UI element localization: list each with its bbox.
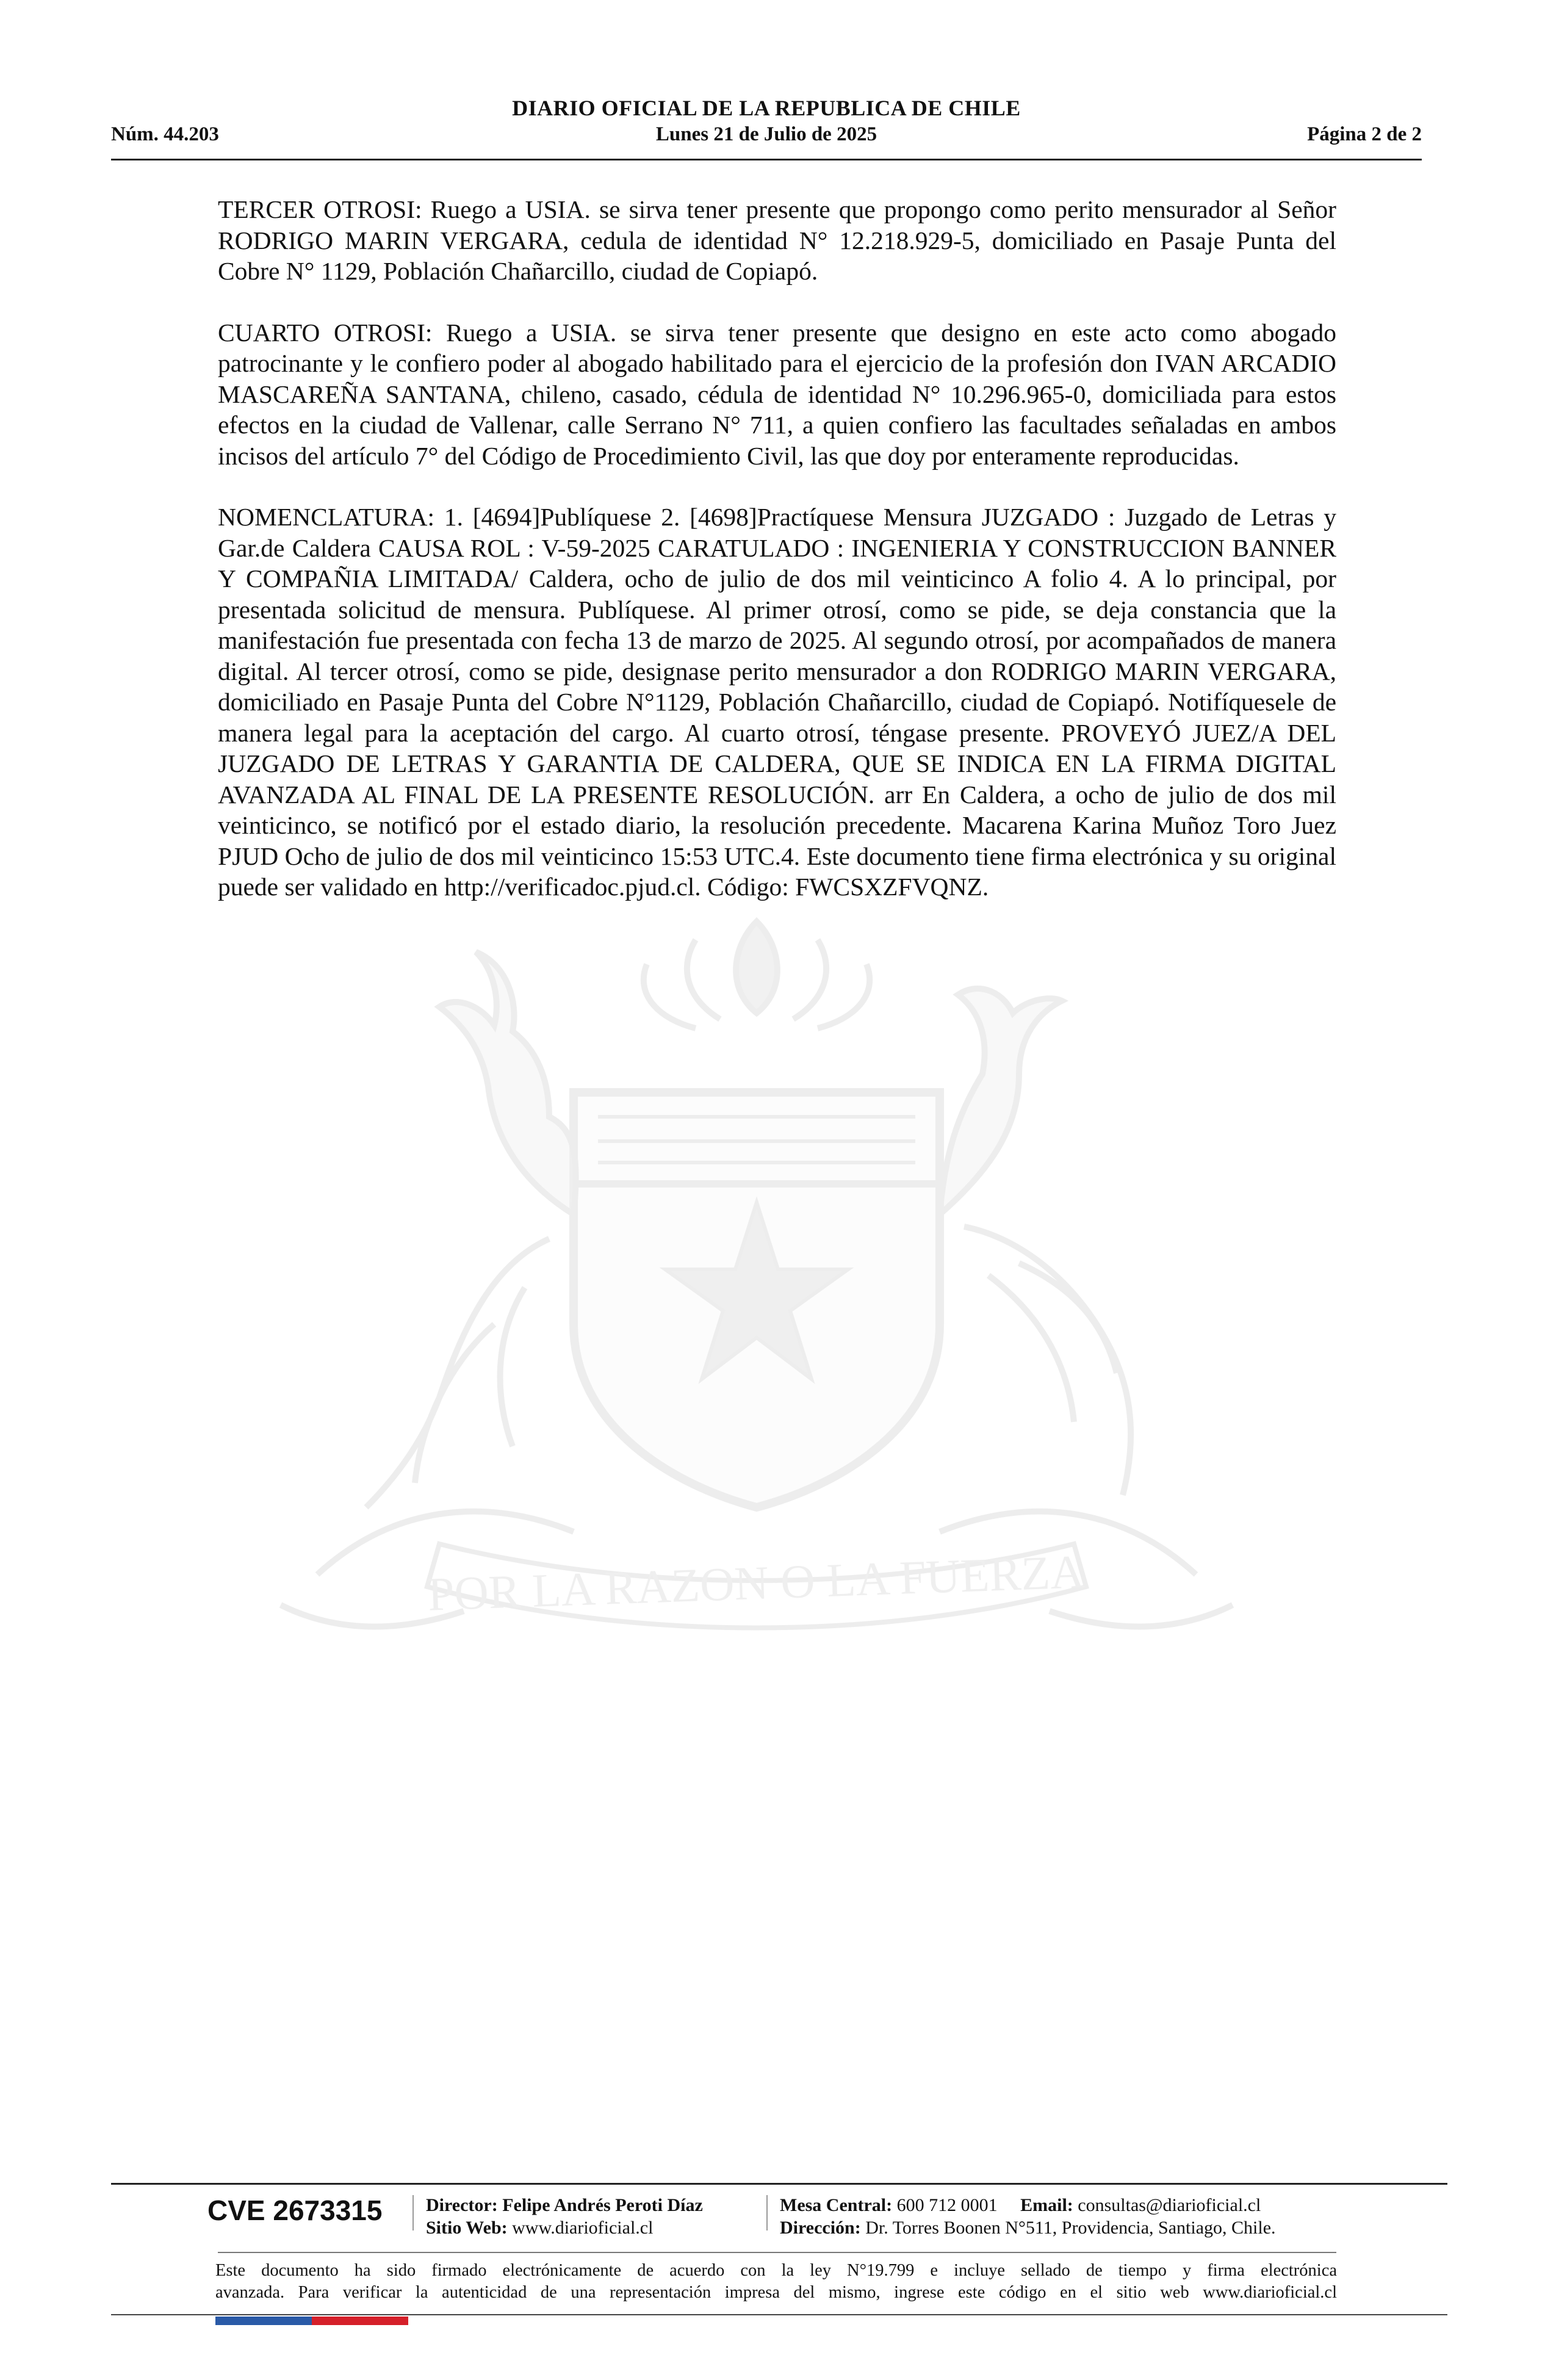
footer-separator [412, 2195, 414, 2230]
paragraph-nomenclatura: NOMENCLATURA: 1. [4694]Publíquese 2. [4698]Practíquese Mensura JUZGADO : Juzgado de Letras y Gar.de Caldera CAUSA ROL : V-59-2025 CARATULADO : INGENIERIA Y CONSTRUCCION BANNER Y COMPAÑIA LIMITADA/ Caldera, ocho de julio de dos mil veinticinco A folio 4. A lo principal, por presentada solicitud de mensura. Publíquese. Al primer otrosí, como se pide, se deja constancia que la manifestación fue presentada con fecha 13 de marzo de 2025. Al segundo otrosí, por acompañados de manera digital. Al tercer otrosí, como se pide, designase perito mensurador a don RODRIGO MARIN VERGARA, domiciliado en Pasaje Punta del Cobre N°1129, Población Chañarcillo, ciudad de Copiapó. Notifíquesele de manera legal para la aceptación del cargo. Al cuarto otrosí, téngase presente. PROVEYÓ JUEZ/A DEL JUZGADO DE LETRAS Y GARANTIA DE CALDERA, QUE SE INDICA EN LA FIRMA DIGITAL AVANZADA AL FINAL DE LA PRESENTE RESOLUCIÓN. arr En Caldera, a ocho de julio de dos mil veinticinco, se notificó por el estado diario, la resolución precedente. Macarena Karina Muñoz Toro Juez PJUD Ocho de julio de dos mil veinticinco 15:53 UTC.4. Este documento tiene firma electrónica y su original puede ser validado en http://verificadoc.pjud.cl. Código: FWCSXZFVQNZ. [218, 503, 1336, 901]
address-text: Dr. Torres Boonen N°511, Providencia, Santiago, Chile. [865, 2218, 1276, 2238]
footer-top-rule [111, 2183, 1447, 2185]
footer-director-block [426, 2194, 703, 2239]
footer-separator [766, 2195, 768, 2230]
phone-label: Mesa Central: [780, 2195, 893, 2215]
flag-stripe-blue [215, 2317, 312, 2325]
document-body [218, 194, 1336, 933]
phone-number: 600 712 0001 [896, 2195, 998, 2215]
cve-code: CVE 2673315 [207, 2194, 383, 2226]
website-label: Sitio Web: [426, 2218, 508, 2238]
legal-notice-line: avanzada. Para verificar la autenticidad de una representación impresa del mismo, ingrese este código en el sitio web www.diarioficial.cl [215, 2283, 1337, 2302]
email-link[interactable]: consultas@diarioficial.cl [1078, 2195, 1261, 2215]
flag-stripe-red [312, 2317, 408, 2325]
legal-notice [215, 2260, 1337, 2304]
email-label: Email: [1020, 2195, 1073, 2215]
paragraph-tercer-otrosi: TERCER OTROSI: Ruego a USIA. se sirva tener presente que propongo como perito mensurador al Señor RODRIGO MARIN VERGARA, cedula de identidad N° 12.218.929-5, domiciliado en Pasaje Punta del Cobre N° 1129, Población Chañarcillo, ciudad de Copiapó. [218, 195, 1336, 285]
paragraph-cuarto-otrosi: CUARTO OTROSI: Ruego a USIA. se sirva tener presente que designo en este acto como abogado patrocinante y le confiero poder al abogado habilitado para el ejercicio de la profesión don IVAN ARCADIO MASCAREÑA SANTANA, chileno, casado, cédula de identidad N° 10.296.965-0, domiciliada para estos efectos en la ciudad de Vallenar, calle Serrano N° 711, a quien confiero las facultades señaladas en ambos incisos del artículo 7° del Código de Procedimiento Civil, las que doy por enteramente reproducidas. [218, 318, 1336, 470]
issue-number: Núm. 44.203 [111, 123, 219, 145]
director-label: Director: [426, 2195, 498, 2215]
flag-stripe [215, 2317, 408, 2325]
page-header [111, 92, 1422, 160]
issue-date: Lunes 21 de Julio de 2025 [655, 123, 877, 145]
watermark-motto: POR LA RAZON O LA FUERZA [427, 1545, 1086, 1621]
footer-contact-block [780, 2194, 1276, 2239]
address-label: Dirección: [780, 2218, 861, 2238]
page-number: Página 2 de 2 [1307, 123, 1422, 145]
director-name: Felipe Andrés Peroti Díaz [502, 2195, 703, 2215]
footer-bottom-rule [111, 2314, 1447, 2315]
coat-of-arms-watermark [207, 897, 1306, 1678]
footer-mid-rule [218, 2252, 1336, 2253]
website-link[interactable]: www.diarioficial.cl [512, 2218, 654, 2238]
publication-title: DIARIO OFICIAL DE LA REPUBLICA DE CHILE [512, 96, 1021, 120]
legal-notice-line: Este documento ha sido firmado electrónicamente de acuerdo con la ley N°19.799 e incluye sellado de tiempo y firma electrónica [215, 2261, 1337, 2280]
